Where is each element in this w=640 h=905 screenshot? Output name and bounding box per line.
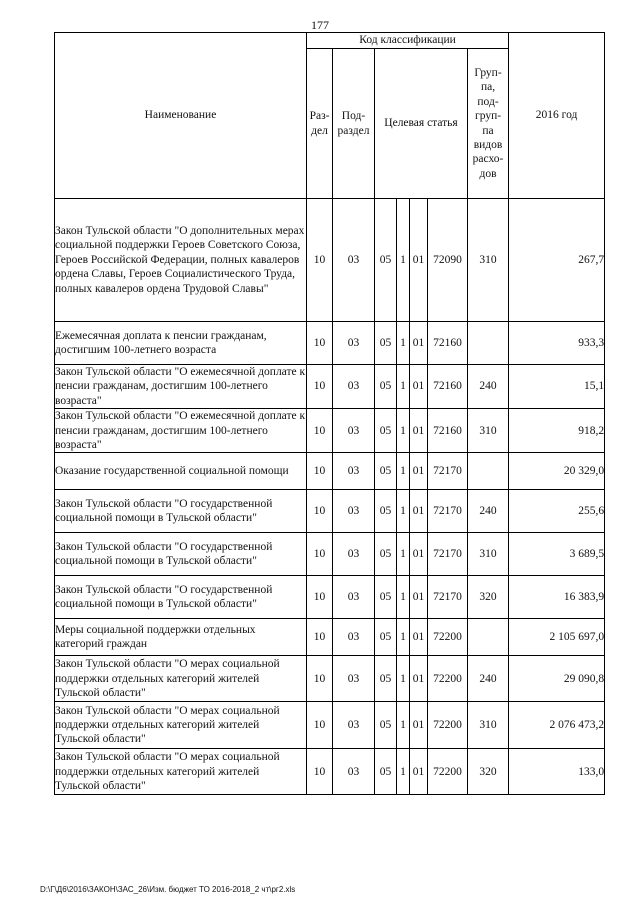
cell-vr: 240 bbox=[468, 365, 509, 409]
cell-t3: 01 bbox=[410, 365, 428, 409]
cell-amount: 918,2 bbox=[509, 409, 605, 453]
cell-amount: 133,0 bbox=[509, 749, 605, 795]
cell-t3: 01 bbox=[410, 322, 428, 365]
cell-pr: 03 bbox=[333, 656, 375, 702]
cell-t4: 72200 bbox=[428, 749, 468, 795]
cell-vr bbox=[468, 453, 509, 490]
cell-t1: 05 bbox=[375, 619, 397, 656]
cell-rz: 10 bbox=[307, 453, 333, 490]
cell-t2: 1 bbox=[397, 619, 410, 656]
header-section: Раз- дел bbox=[307, 49, 333, 199]
header-group: Груп- па, под- груп- па видов расхо- дов bbox=[468, 49, 509, 199]
cell-pr: 03 bbox=[333, 619, 375, 656]
cell-vr: 310 bbox=[468, 702, 509, 749]
cell-name: Оказание государственной социальной помощи bbox=[55, 453, 307, 490]
cell-t1: 05 bbox=[375, 533, 397, 576]
cell-t4: 72200 bbox=[428, 619, 468, 656]
cell-t1: 05 bbox=[375, 490, 397, 533]
cell-t2: 1 bbox=[397, 453, 410, 490]
cell-name: Закон Тульской области "О ежемесячной доплате к пенсии гражданам, достигшим 100-летнего возраста" bbox=[55, 410, 306, 451]
cell-t4: 72200 bbox=[428, 702, 468, 749]
cell-pr: 03 bbox=[333, 702, 375, 749]
cell-t3: 01 bbox=[410, 619, 428, 656]
cell-t4: 72170 bbox=[428, 533, 468, 576]
cell-vr bbox=[468, 322, 509, 365]
cell-t2: 1 bbox=[397, 702, 410, 749]
cell-rz: 10 bbox=[307, 199, 333, 322]
header-year: 2016 год bbox=[509, 33, 605, 199]
cell-t3: 01 bbox=[410, 453, 428, 490]
cell-amount: 16 383,9 bbox=[509, 576, 605, 619]
cell-amount: 2 105 697,0 bbox=[509, 619, 605, 656]
table-row bbox=[55, 533, 605, 576]
cell-rz: 10 bbox=[307, 702, 333, 749]
cell-t1: 05 bbox=[375, 749, 397, 795]
cell-name: Закон Тульской области "О ежемесячной доплате к пенсии гражданам, достигшим 100-летнего возраста" bbox=[55, 366, 306, 407]
header-name: Наименование bbox=[55, 33, 307, 199]
cell-pr: 03 bbox=[333, 576, 375, 619]
table-row bbox=[55, 490, 605, 533]
cell-rz: 10 bbox=[307, 490, 333, 533]
cell-rz: 10 bbox=[307, 619, 333, 656]
cell-t1: 05 bbox=[375, 702, 397, 749]
cell-vr: 320 bbox=[468, 576, 509, 619]
cell-t2: 1 bbox=[397, 322, 410, 365]
page-number: 177 bbox=[311, 18, 329, 32]
cell-t4: 72160 bbox=[428, 365, 468, 409]
cell-t3: 01 bbox=[410, 409, 428, 453]
cell-name: Закон Тульской области "О мерах социальной поддержки отдельных категорий жителей Тульской области" bbox=[55, 702, 307, 749]
cell-t2: 1 bbox=[397, 656, 410, 702]
cell-name: Закон Тульской области "О мерах социальной поддержки отдельных категорий жителей Тульской области" bbox=[55, 749, 307, 795]
cell-t1: 05 bbox=[375, 199, 397, 322]
cell-vr: 240 bbox=[468, 490, 509, 533]
cell-vr: 310 bbox=[468, 409, 509, 453]
cell-t1: 05 bbox=[375, 322, 397, 365]
table-row bbox=[55, 749, 605, 795]
cell-amount: 29 090,8 bbox=[509, 656, 605, 702]
cell-pr: 03 bbox=[333, 490, 375, 533]
cell-t2: 1 bbox=[397, 749, 410, 795]
cell-name: Ежемесячная доплата к пенсии гражданам, достигшим 100-летнего возраста bbox=[55, 322, 307, 365]
cell-t4: 72200 bbox=[428, 656, 468, 702]
table-row bbox=[55, 322, 605, 365]
cell-t1: 05 bbox=[375, 365, 397, 409]
cell-t3: 01 bbox=[410, 702, 428, 749]
cell-rz: 10 bbox=[307, 365, 333, 409]
table-row bbox=[55, 199, 605, 322]
cell-t1: 05 bbox=[375, 453, 397, 490]
table-row bbox=[55, 453, 605, 490]
cell-name: Закон Тульской области "О мерах социальной поддержки отдельных категорий жителей Тульской области" bbox=[55, 656, 307, 702]
cell-t4: 72170 bbox=[428, 576, 468, 619]
cell-rz: 10 bbox=[307, 576, 333, 619]
cell-t3: 01 bbox=[410, 533, 428, 576]
cell-t2: 1 bbox=[397, 533, 410, 576]
cell-vr: 240 bbox=[468, 656, 509, 702]
file-path-footer: D:\Г\Д6\2016\ЗАКОН\ЗАС_26\Изм. бюджет ТО 2016-2018_2 чт\рг2.xls bbox=[40, 885, 296, 894]
cell-vr: 320 bbox=[468, 749, 509, 795]
cell-vr bbox=[468, 619, 509, 656]
cell-t2: 1 bbox=[397, 365, 410, 409]
table-row bbox=[55, 365, 605, 409]
cell-t4: 72170 bbox=[428, 490, 468, 533]
cell-rz: 10 bbox=[307, 322, 333, 365]
cell-t3: 01 bbox=[410, 490, 428, 533]
header-target: Целевая статья bbox=[375, 49, 468, 199]
cell-amount: 2 076 473,2 bbox=[509, 702, 605, 749]
cell-rz: 10 bbox=[307, 533, 333, 576]
cell-t1: 05 bbox=[375, 409, 397, 453]
cell-t3: 01 bbox=[410, 576, 428, 619]
cell-t3: 01 bbox=[410, 749, 428, 795]
cell-amount: 20 329,0 bbox=[509, 453, 605, 490]
cell-t4: 72090 bbox=[428, 199, 468, 322]
cell-t3: 01 bbox=[410, 199, 428, 322]
cell-name: Закон Тульской области "О государственной социальной помощи в Тульской области" bbox=[55, 576, 307, 619]
cell-pr: 03 bbox=[333, 749, 375, 795]
header-code-group: Код классификации bbox=[307, 33, 509, 49]
cell-t4: 72160 bbox=[428, 409, 468, 453]
table-row bbox=[55, 619, 605, 656]
cell-name: Закон Тульской области "О государственной социальной помощи в Тульской области" bbox=[55, 533, 307, 576]
cell-pr: 03 bbox=[333, 533, 375, 576]
budget-table bbox=[54, 32, 605, 795]
cell-t3: 01 bbox=[410, 656, 428, 702]
cell-rz: 10 bbox=[307, 656, 333, 702]
cell-t4: 72170 bbox=[428, 453, 468, 490]
cell-vr: 310 bbox=[468, 199, 509, 322]
table-row bbox=[55, 409, 605, 453]
table-row bbox=[55, 576, 605, 619]
cell-t4: 72160 bbox=[428, 322, 468, 365]
cell-t2: 1 bbox=[397, 576, 410, 619]
cell-vr: 310 bbox=[468, 533, 509, 576]
cell-amount: 255,6 bbox=[509, 490, 605, 533]
table-row bbox=[55, 702, 605, 749]
header-subsection: Под- раздел bbox=[333, 49, 375, 199]
cell-name: Закон Тульской области "О государственной социальной помощи в Тульской области" bbox=[55, 490, 307, 533]
cell-amount: 15,1 bbox=[509, 365, 605, 409]
cell-amount: 3 689,5 bbox=[509, 533, 605, 576]
cell-t2: 1 bbox=[397, 409, 410, 453]
cell-pr: 03 bbox=[333, 199, 375, 322]
cell-t2: 1 bbox=[397, 490, 410, 533]
cell-pr: 03 bbox=[333, 409, 375, 453]
cell-name: Закон Тульской области "О дополнительных мерах социальной поддержки Героев Советского Союза, Героев Российской Федерации, полных кавалеров ордена Славы, Героев Социалистического Труда, полных кавалеров ордена Трудовой Славы" bbox=[55, 199, 307, 322]
cell-amount: 267,7 bbox=[509, 199, 605, 322]
cell-t2: 1 bbox=[397, 199, 410, 322]
cell-amount: 933,3 bbox=[509, 322, 605, 365]
cell-pr: 03 bbox=[333, 453, 375, 490]
cell-name: Меры социальной поддержки отдельных категорий граждан bbox=[55, 619, 307, 656]
cell-rz: 10 bbox=[307, 409, 333, 453]
cell-t1: 05 bbox=[375, 656, 397, 702]
cell-t1: 05 bbox=[375, 576, 397, 619]
cell-pr: 03 bbox=[333, 365, 375, 409]
cell-pr: 03 bbox=[333, 322, 375, 365]
cell-rz: 10 bbox=[307, 749, 333, 795]
table-row bbox=[55, 656, 605, 702]
